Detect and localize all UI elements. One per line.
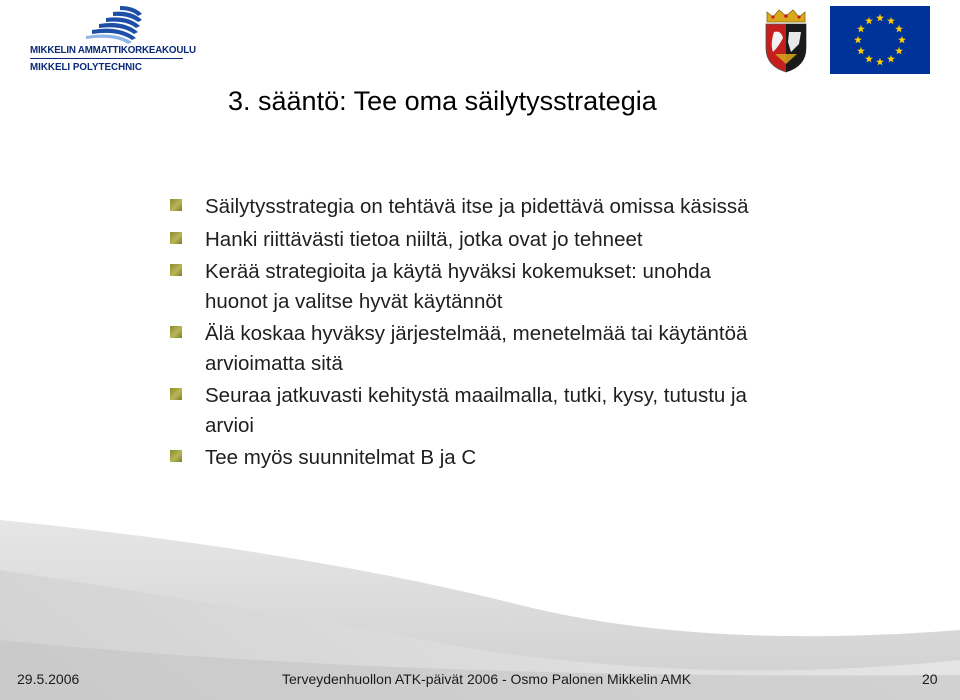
logo-divider <box>30 58 183 59</box>
bullet-text: Tee myös suunnitelmat B ja C <box>205 446 477 469</box>
list-item <box>168 257 768 316</box>
footer <box>0 668 960 696</box>
square-bullet-icon <box>170 450 182 462</box>
list-item <box>168 443 768 473</box>
list-item <box>168 319 768 378</box>
bullet-text: Seuraa jatkuvasti kehitystä maailmalla, tutki, kysy, tutustu ja arvioi <box>205 384 747 437</box>
bullet-text: Kerää strategioita ja käytä hyväksi kokemukset: unohda huonot ja valitse hyvät käytännöt <box>205 260 711 313</box>
list-item <box>168 192 768 222</box>
list-item <box>168 225 768 255</box>
coat-of-arms-icon <box>761 8 811 74</box>
eu-flag-icon <box>830 6 930 74</box>
logo-text-line2: MIKKELI POLYTECHNIC <box>30 61 142 73</box>
square-bullet-icon <box>170 199 182 211</box>
bullet-list <box>168 192 768 476</box>
footer-date: 29.5.2006 <box>17 671 80 687</box>
square-bullet-icon <box>170 388 182 400</box>
footer-event: Terveydenhuollon ATK-päivät 2006 - Osmo Palonen Mikkelin AMK <box>282 671 692 687</box>
square-bullet-icon <box>170 326 182 338</box>
wave-stripes-logo-icon <box>80 4 150 44</box>
list-item <box>168 381 768 440</box>
slide-title: 3. sääntö: Tee oma säilytysstrategia <box>228 86 657 116</box>
mamk-logo <box>30 4 196 74</box>
logo-text-line1: MIKKELIN AMMATTIKORKEAKOULU <box>30 44 196 56</box>
bullet-text: Säilytysstrategia on tehtävä itse ja pidettävä omissa käsissä <box>205 195 749 218</box>
bullet-text: Älä koskaa hyväksy järjestelmää, menetelmää tai käytäntöä arvioimatta sitä <box>205 322 748 375</box>
page-number: 20 <box>922 671 938 687</box>
bullet-text: Hanki riittävästi tietoa niiltä, jotka ovat jo tehneet <box>205 227 643 251</box>
square-bullet-icon <box>170 232 182 244</box>
square-bullet-icon <box>170 264 182 276</box>
